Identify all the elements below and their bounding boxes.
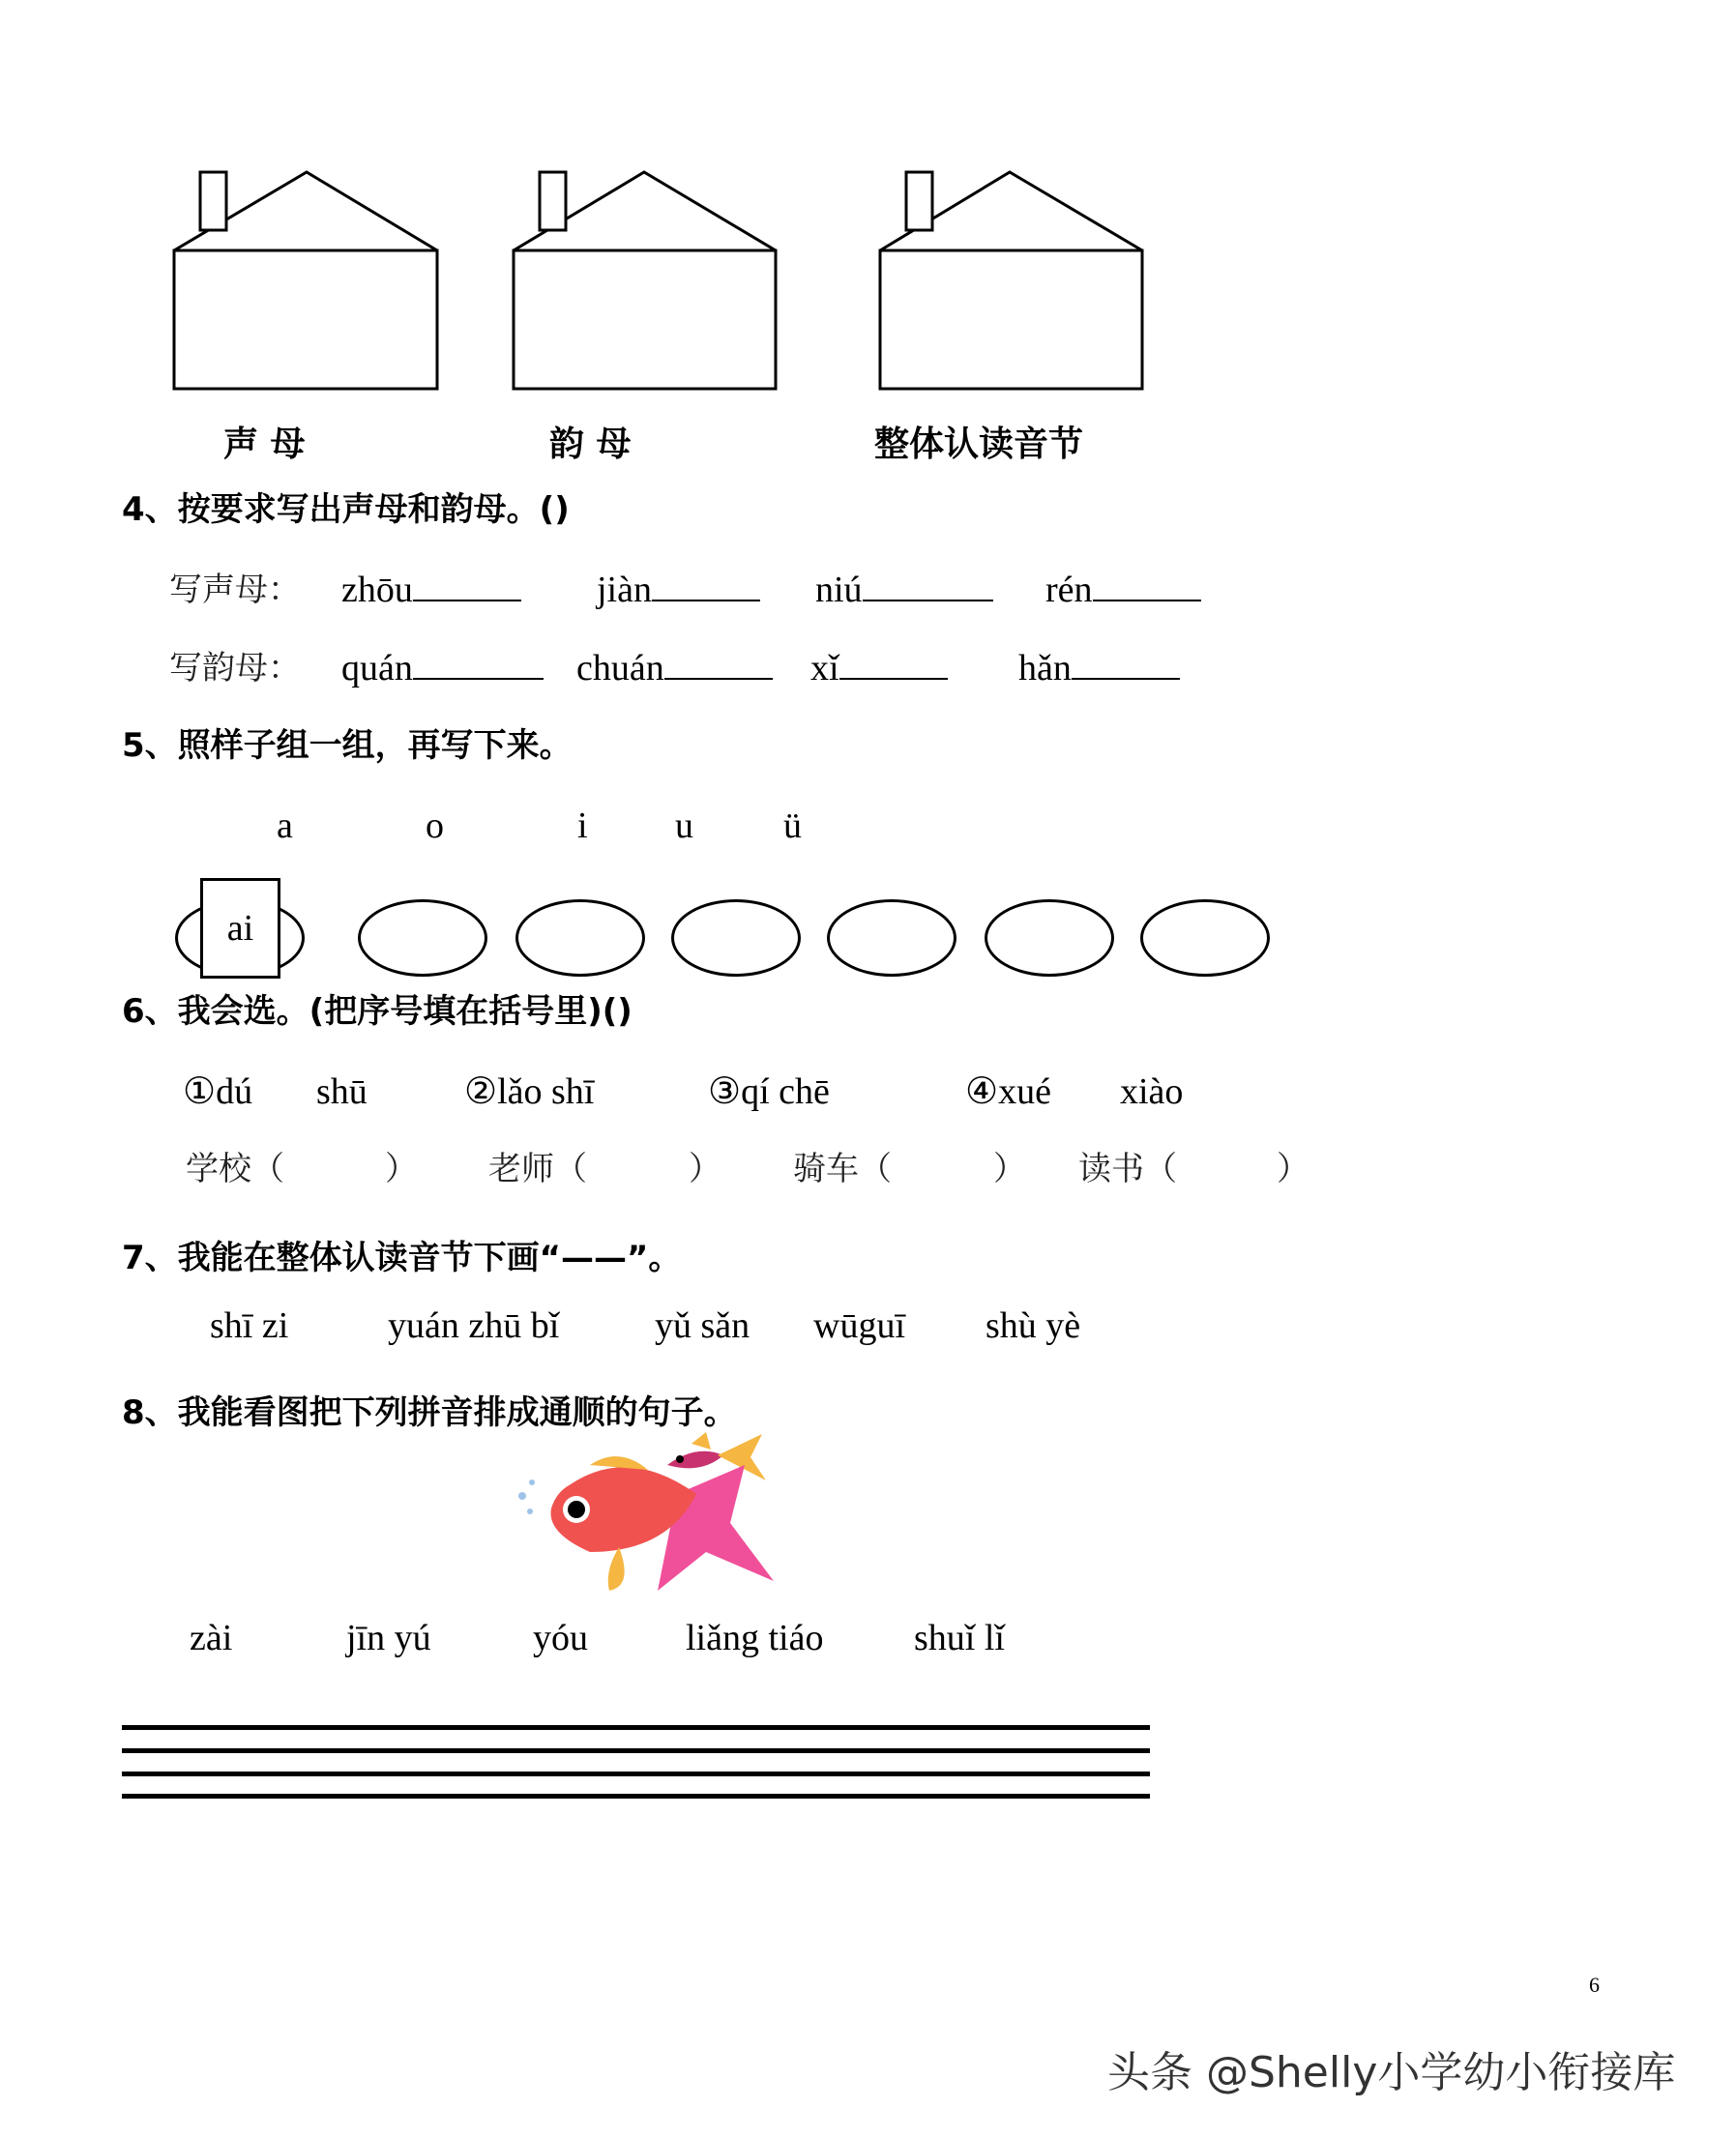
- q4-row1-item: niú: [815, 569, 993, 611]
- house-2: [514, 172, 776, 389]
- q4-row2-item: hǎn: [1018, 647, 1180, 689]
- house-shengmu-drawing: [0, 0, 1736, 406]
- q7-item: yuán zhū bǐ: [388, 1305, 560, 1346]
- q6-option: ④xué: [965, 1071, 1051, 1112]
- house-1: [174, 172, 437, 389]
- house-3: [880, 172, 1142, 389]
- watermark: 头条 @Shelly小学幼小衔接库: [1107, 2048, 1676, 2097]
- q6-word: 读书（: [1078, 1150, 1177, 1188]
- q4-row2-item: quán: [341, 647, 544, 689]
- q7-item: yǔ sǎn: [655, 1305, 750, 1346]
- q7-item: shī zi: [210, 1305, 289, 1346]
- q4-row1-label: 写声母：: [169, 571, 301, 609]
- q6-word: 学校（: [186, 1150, 284, 1188]
- q6-option: ③qí chē: [708, 1071, 830, 1112]
- answer-oval[interactable]: [1140, 899, 1270, 977]
- q4-row1-item: rén: [1045, 569, 1201, 611]
- q6-option: ②lǎo shī: [464, 1071, 595, 1112]
- answer-oval[interactable]: [358, 899, 487, 977]
- q6-option: shū: [316, 1071, 368, 1112]
- q6-option: ①dú: [183, 1071, 253, 1112]
- q6-title: 6、我会选。(把序号填在括号里)(): [122, 992, 633, 1031]
- small-fish: [667, 1432, 766, 1480]
- q8-item: liǎng tiáo: [686, 1618, 824, 1658]
- q4-row1-item: jiàn: [597, 569, 760, 611]
- q6-bracket-close: ）: [1277, 1150, 1309, 1188]
- q6-bracket-close: ）: [689, 1150, 721, 1188]
- writing-line[interactable]: [122, 1748, 1150, 1753]
- vowel: ü: [783, 805, 802, 846]
- q6-bracket-close: ）: [993, 1150, 1026, 1188]
- q8-item: yóu: [533, 1618, 588, 1658]
- q6-bracket-close: ）: [385, 1150, 418, 1188]
- writing-line[interactable]: [122, 1794, 1150, 1799]
- q6-option: xiào: [1120, 1071, 1184, 1112]
- q5-title: 5、照样子组一组，再写下来。: [122, 726, 573, 765]
- q8-item: shuǐ lǐ: [914, 1618, 1005, 1658]
- q8-title: 8、我能看图把下列拼音排成通顺的句子。: [122, 1393, 737, 1432]
- answer-oval[interactable]: [515, 899, 645, 977]
- writing-line[interactable]: [122, 1772, 1150, 1776]
- big-fish: [518, 1456, 774, 1591]
- goldfish-illustration: [513, 1426, 774, 1600]
- writing-line[interactable]: [122, 1725, 1150, 1730]
- q4-row2-item: xǐ: [810, 647, 948, 689]
- vowel: i: [577, 805, 588, 846]
- answer-oval[interactable]: [985, 899, 1114, 977]
- q4-row2-item: chuán: [576, 647, 773, 689]
- vowel: o: [426, 805, 444, 846]
- vowel: u: [675, 805, 693, 846]
- q8-item: zài: [190, 1618, 233, 1658]
- q4-title: 4、按要求写出声母和韵母。(): [122, 490, 570, 529]
- q7-title: 7、我能在整体认读音节下画“——”。: [122, 1239, 682, 1277]
- example-text: ai: [226, 908, 254, 949]
- q7-item: shù yè: [986, 1305, 1081, 1346]
- answer-oval[interactable]: [671, 899, 801, 977]
- q6-word: 骑车（: [793, 1150, 892, 1188]
- example-card: [200, 878, 280, 979]
- house-label-yunmu: 韵 母: [549, 425, 632, 464]
- vowel: a: [277, 805, 293, 846]
- page-number: 6: [1589, 1973, 1600, 1997]
- q7-item: wūguī: [813, 1305, 905, 1346]
- answer-oval[interactable]: [827, 899, 956, 977]
- q4-row2-label: 写韵母：: [169, 649, 301, 688]
- q4-row1-item: zhōu: [341, 569, 521, 611]
- q8-item: jīn yú: [346, 1618, 431, 1658]
- house-label-shengmu: 声 母: [223, 425, 306, 464]
- q6-word: 老师（: [488, 1150, 587, 1188]
- house-label-zhengti: 整体认读音节: [874, 425, 1084, 464]
